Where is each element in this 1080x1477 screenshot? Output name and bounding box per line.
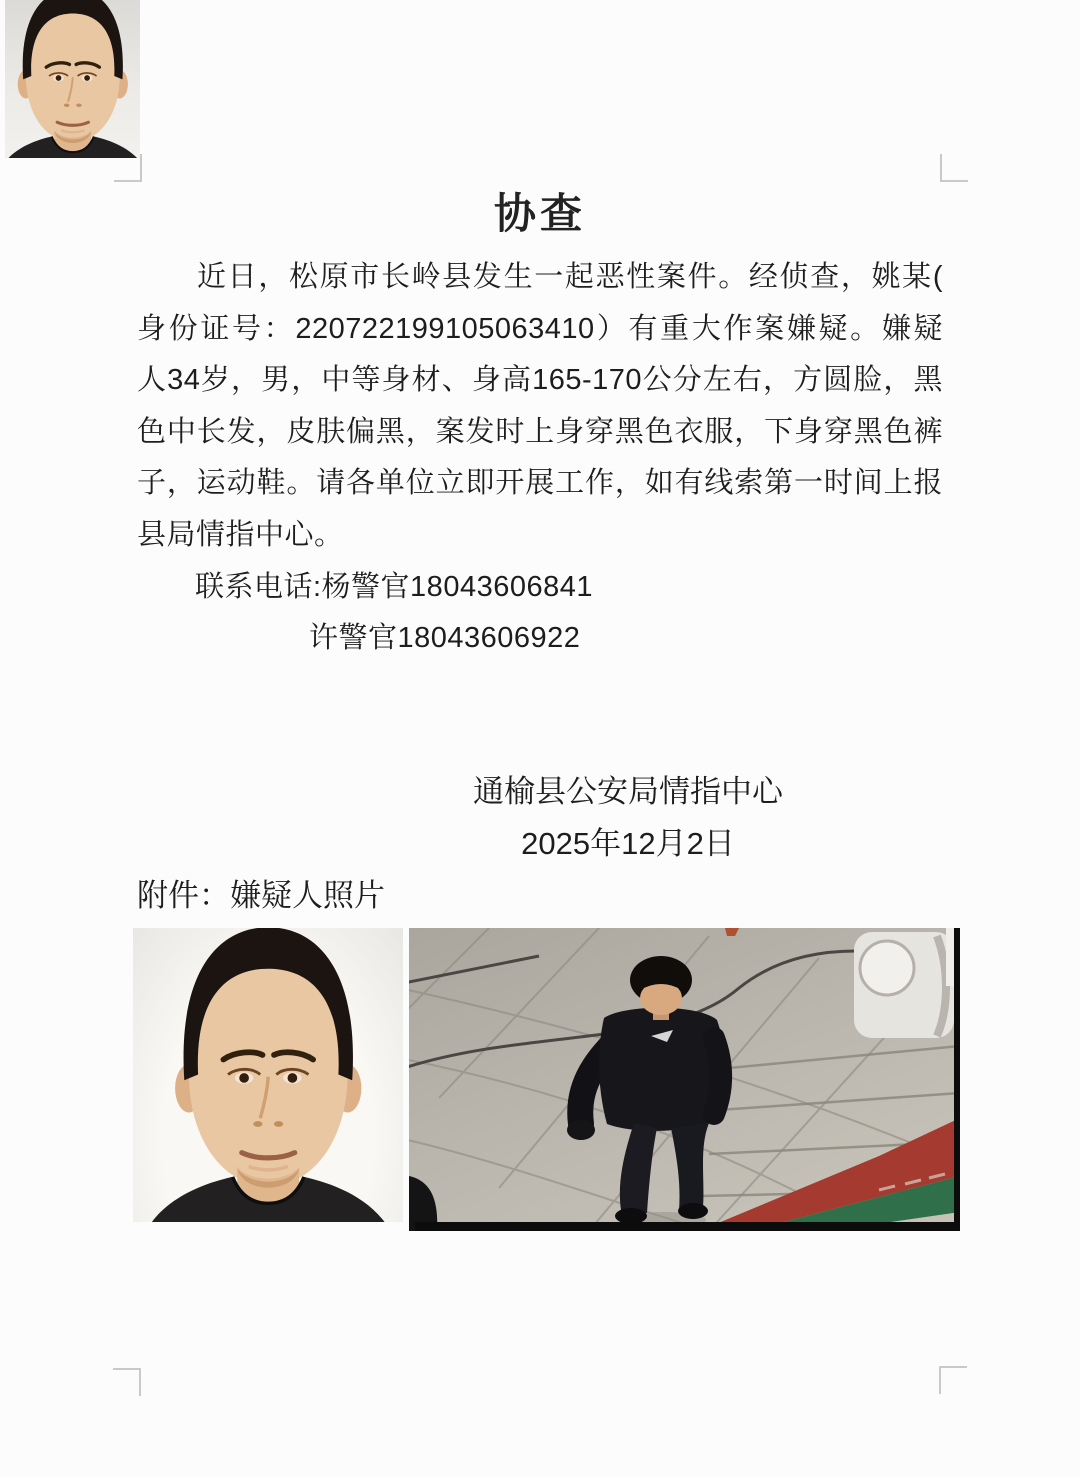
body-line: 色中长发，皮肤偏黑，案发时上身穿黑色衣服，下身穿黑色裤: [137, 415, 943, 448]
attachment-label: 附件：嫌疑人照片: [137, 878, 385, 913]
surveillance-image: [409, 928, 960, 1231]
crop-mark-top-right: [940, 154, 968, 182]
body-line: 县局情指中心。: [137, 518, 344, 551]
suspect-id-photo-image: [5, 0, 140, 158]
contact-phone-line-2: 许警官18043606922: [309, 622, 581, 655]
body-line: 人34岁，男，中等身材、身高165-170公分左右，方圆脸，黑: [137, 364, 943, 397]
body-line: 子，运动鞋。请各单位立即开展工作，如有线索第一时间上报: [137, 467, 943, 500]
signature-block: [228, 766, 1028, 870]
suspect-portrait-image: [133, 928, 403, 1222]
body-line: 近日，松原市长岭县发生一起恶性案件。经侦查，姚某(: [197, 261, 943, 293]
suspect-portrait-photo: [133, 928, 403, 1222]
crop-mark-bottom-right: [939, 1366, 967, 1394]
crop-mark-top-left: [114, 154, 142, 182]
crop-mark-bottom-left: [113, 1368, 141, 1396]
issue-date: 2025年12月2日: [521, 826, 735, 861]
issuing-org: 通榆县公安局情指中心: [473, 774, 783, 809]
suspect-surveillance-photo: [409, 928, 960, 1231]
notice-body: [137, 252, 943, 665]
contact-phone-line-1: 联系电话:杨警官18043606841: [195, 570, 593, 603]
suspect-id-photo: [5, 0, 140, 158]
body-line: 身份证号：220722199105063410）有重大作案嫌疑。嫌疑: [137, 312, 943, 345]
page-title: 协查: [493, 190, 586, 237]
